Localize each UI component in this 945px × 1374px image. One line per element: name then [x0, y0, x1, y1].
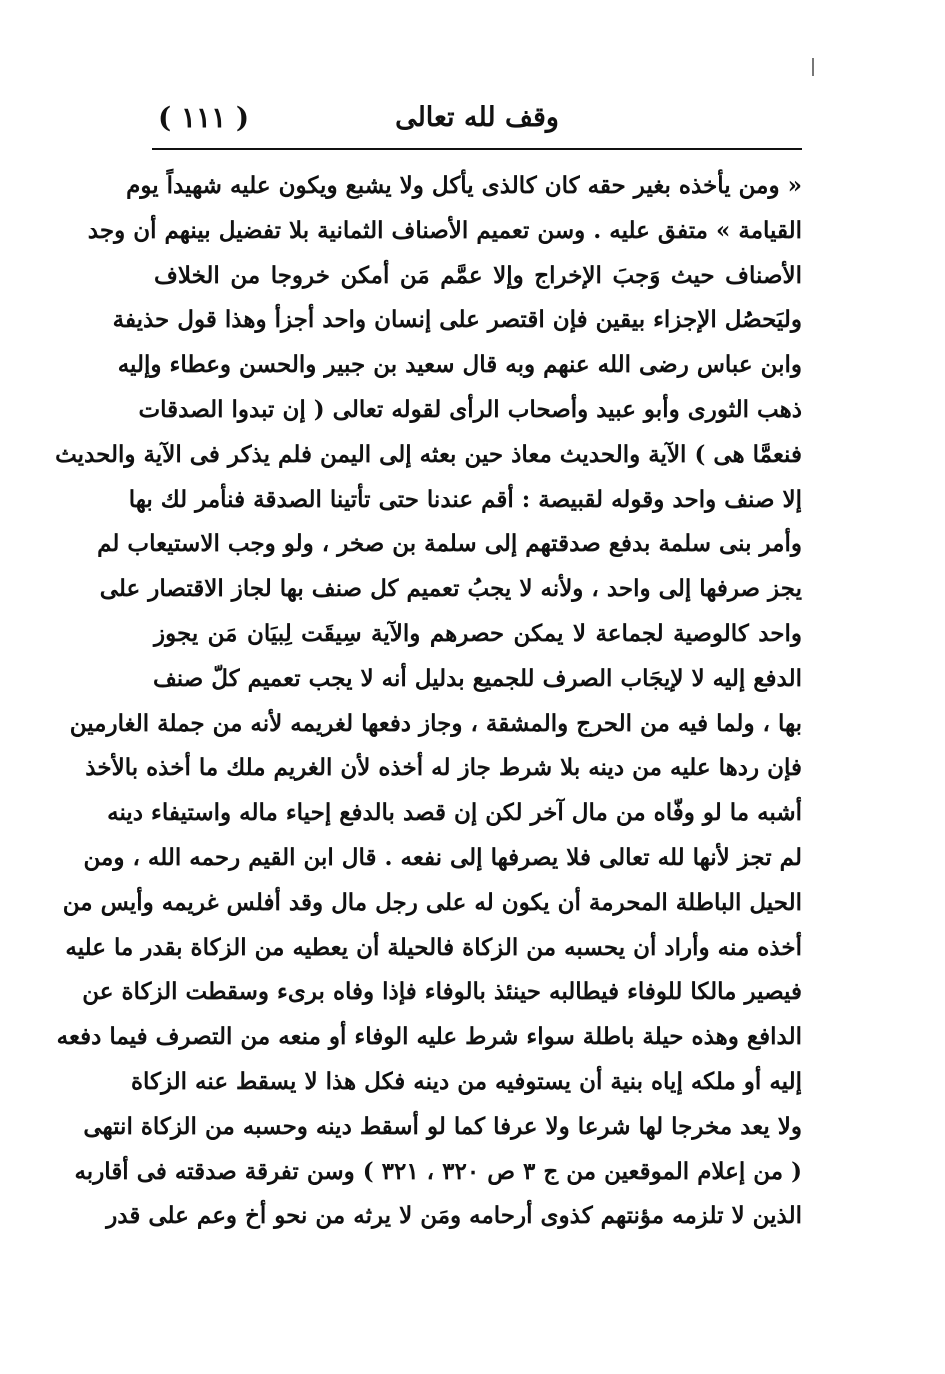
- text-line: واحد كالوصية لجماعة لا يمكن حصرهم والآية سِيقَت لِبيَان مَن يجوز: [154, 619, 802, 647]
- text-line: فنعمَّا هى ) الآية والحديث معاذ حين بعثه إلى اليمن فلم يذكر فى الآية والحديث: [55, 440, 802, 468]
- text-line: ذهب الثورى وأبو عبيد وأصحاب الرأى لقوله تعالى ( إن تبدوا الصدقات: [138, 395, 802, 423]
- text-line: القيامة » متفق عليه . وسن تعميم الأصناف الثمانية بلا تفضيل بينهم أن وجد: [87, 216, 802, 244]
- text-line: فيصير مالكا للوفاء فيطالبه حينئذ بالوفاء فإذا وفاه برىء وسقطت الزكاة عن: [82, 978, 802, 1006]
- text-line: وابن عباس رضى الله عنهم وبه قال سعيد بن جبير والحسن وعطاء وإليه: [117, 351, 802, 379]
- text-line: « ومن يأخذه بغير حقه كان كالذى يأكل ولا يشبع ويكون عليه شهيداً يوم: [126, 172, 802, 199]
- text-line: فإن ردها عليه من دينه بلا شرط جاز له أخذه لأن الغريم ملك ما أخذه بالأخذ: [85, 754, 802, 782]
- text-line: إليه أو ملكه إياه بنية أن يستوفيه من دينه فكل هذا لا يسقط عنه الزكاة: [130, 1067, 802, 1095]
- page-header: [154, 96, 800, 146]
- text-line: إلا صنف واحد وقوله لقبيصة : أقم عندنا حتى تأتينا الصدقة فنأمر لك بها: [128, 485, 802, 513]
- text-line: أخذه منه وأراد أن يحسبه من الزكاة فالحيلة أن يعطيه من الزكاة بقدر ما عليه: [65, 933, 802, 961]
- page-number: ( ١١١ ): [158, 101, 250, 134]
- scan-edge-mark: [812, 58, 814, 76]
- running-title: وقف لله تعالى: [395, 102, 559, 133]
- text-line: ( من إعلام الموقعين من ج ٣ ص ٣٢٠ ، ٣٢١ ) وسن تفرقة صدقته فى أقاربه: [74, 1157, 802, 1185]
- text-line: وأمر بنى سلمة بدفع صدقتهم إلى سلمة بن صخر ، ولو وجب الاستيعاب لم: [97, 530, 802, 558]
- text-line: بها ، ولما فيه من الحرج والمشقة ، وجاز دفعها لغريمه لأنه من جملة الغارمين: [69, 709, 802, 737]
- header-rule: [152, 148, 802, 150]
- text-line: الدفع إليه لا لإيجَاب الصرف للجميع بدليل أنه لا يجب تعميم كلّ صنف: [152, 664, 802, 692]
- text-line: أشبه ما لو وفّاه من مال آخر لكن إن قصد بالدفع إحياء ماله واستيفاء دينه: [107, 799, 802, 827]
- text-line: الحيل الباطلة المحرمة أن يكون له على رجل مال وقد أفلس غريمه وأيس من: [62, 888, 802, 916]
- text-line: لم تجز لأنها لله تعالى فلا يصرفها إلى نفعه . قال ابن القيم رحمه الله ، ومن: [83, 843, 802, 871]
- text-line: الأصناف حيث وَجبَ الإخراج وإلا عمَّم مَن أمكن خروجا من الخلاف: [154, 261, 802, 289]
- text-line: الذين لا تلزمه مؤنتهم كذوى أرحامه ومَن لا يرثه من نحو أخ وعم على قدر: [106, 1202, 802, 1230]
- text-line: يجز صرفها إلى واحد ، ولأنه لا يجبُ تعميم كل صنف بها لجاز الاقتصار على: [99, 575, 802, 603]
- text-line: وليَحصُل الإجزاء بيقين فإن اقتصر على إنسان واحد أجزأ وهذا قول حذيفة: [112, 306, 802, 334]
- text-line: الدافع وهذه حيلة باطلة سواء شرط عليه الوفاء أو منعه من التصرف فيما دفعه: [56, 1023, 802, 1051]
- text-line: ولا يعد مخرجا لها شرعا ولا عرفا كما لو أسقط دينه وحسبه من الزكاة انتهى: [83, 1112, 802, 1140]
- body-text: [55, 164, 802, 1239]
